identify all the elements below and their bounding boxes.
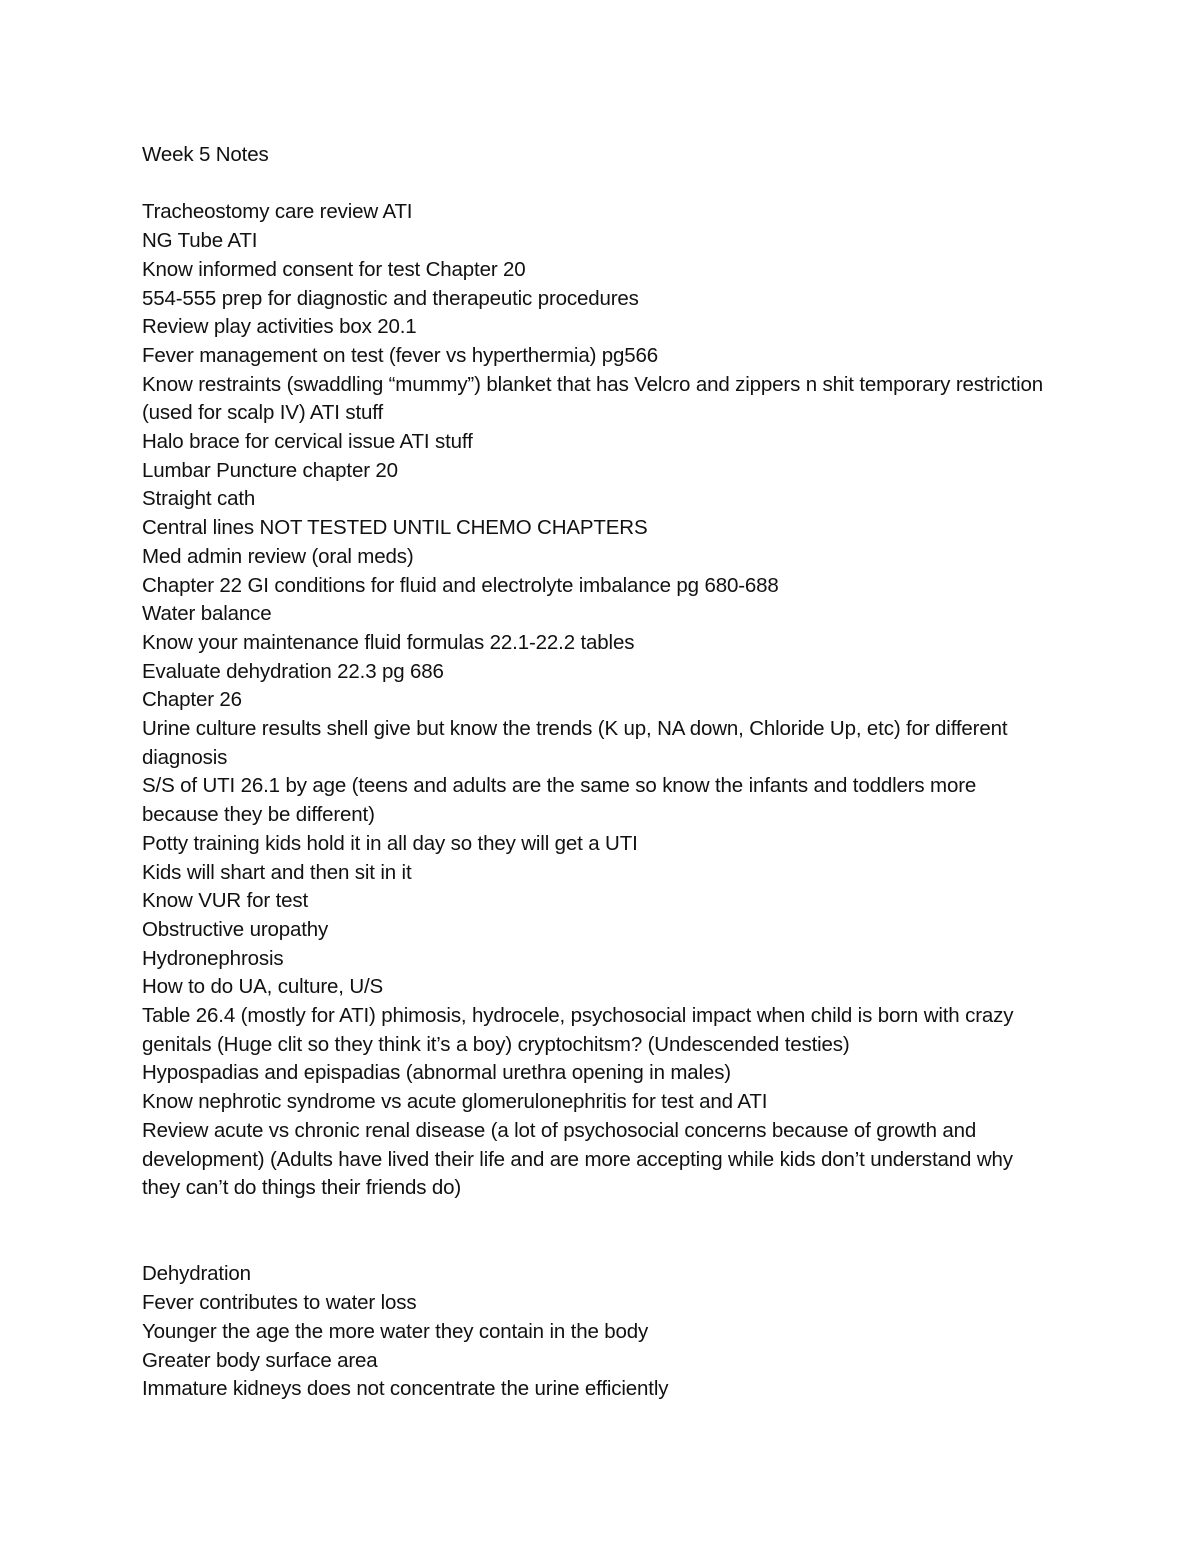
note-line: Central lines NOT TESTED UNTIL CHEMO CHAPTERS (142, 516, 648, 540)
dehydration-section (142, 1260, 1052, 1404)
note-line: Fever management on test (fever vs hyperthermia) pg566 (142, 343, 659, 367)
note-line: Kids will shart and then sit in it (142, 860, 412, 884)
note-line: Know VUR for test (142, 889, 309, 913)
section-heading: Dehydration (142, 1262, 251, 1286)
note-line: Know informed consent for test Chapter 20 (142, 257, 526, 281)
note-line: Know restraints (swaddling “mummy”) blanket that has Velcro and zippers n shit temporary restriction (used for scalp IV) ATI stuff (142, 372, 1044, 425)
note-line: Younger the age the more water they contain in the body (142, 1319, 649, 1343)
notes-list (142, 198, 1052, 1203)
note-line: Chapter 26 (142, 688, 242, 712)
note-line: Obstructive uropathy (142, 917, 329, 941)
page-title: Week 5 Notes (142, 143, 269, 166)
note-line: Water balance (142, 602, 272, 626)
note-line: Review play activities box 20.1 (142, 315, 417, 339)
note-line: Halo brace for cervical issue ATI stuff (142, 430, 473, 454)
note-line: Fever contributes to water loss (142, 1291, 417, 1315)
paragraph-spacer (142, 1203, 1052, 1260)
note-line: Chapter 22 GI conditions for fluid and electrolyte imbalance pg 680-688 (142, 573, 779, 597)
note-line: Straight cath (142, 487, 256, 511)
note-line: Med admin review (oral meds) (142, 544, 414, 568)
note-line: Hypospadias and epispadias (abnormal urethra opening in males) (142, 1061, 731, 1085)
note-line: Review acute vs chronic renal disease (a lot of psychosocial concerns because of growth and development) (Adults have lived their life and are more accepting while kids don’t understand why they can’t do things their friends do) (142, 1118, 1013, 1200)
note-line: Evaluate dehydration 22.3 pg 686 (142, 659, 444, 683)
note-line: Greater body surface area (142, 1348, 378, 1372)
note-line: Potty training kids hold it in all day so they will get a UTI (142, 831, 638, 855)
note-line: Know your maintenance fluid formulas 22.1-22.2 tables (142, 630, 635, 654)
note-line: Know nephrotic syndrome vs acute glomerulonephritis for test and ATI (142, 1090, 768, 1114)
note-line: NG Tube ATI (142, 229, 258, 253)
note-line: Table 26.4 (mostly for ATI) phimosis, hydrocele, psychosocial impact when child is born with crazy genitals (Huge clit so they think it’s a boy) cryptochitsm? (Undescended testies) (142, 1004, 1014, 1056)
note-line: Urine culture results shell give but know the trends (K up, NA down, Chloride Up, etc) for different diagnosis (142, 717, 1008, 769)
note-line: Lumbar Puncture chapter 20 (142, 458, 398, 482)
note-line: 554-555 prep for diagnostic and therapeutic procedures (142, 286, 639, 310)
note-line: Tracheostomy care review ATI (142, 200, 413, 224)
note-line: Immature kidneys does not concentrate the urine efficiently (142, 1377, 669, 1401)
note-line: Hydronephrosis (142, 946, 284, 970)
note-line: S/S of UTI 26.1 by age (teens and adults are the same so know the infants and toddlers more because they be different) (142, 774, 977, 827)
document-body (142, 141, 1052, 1404)
note-line: How to do UA, culture, U/S (142, 975, 384, 999)
